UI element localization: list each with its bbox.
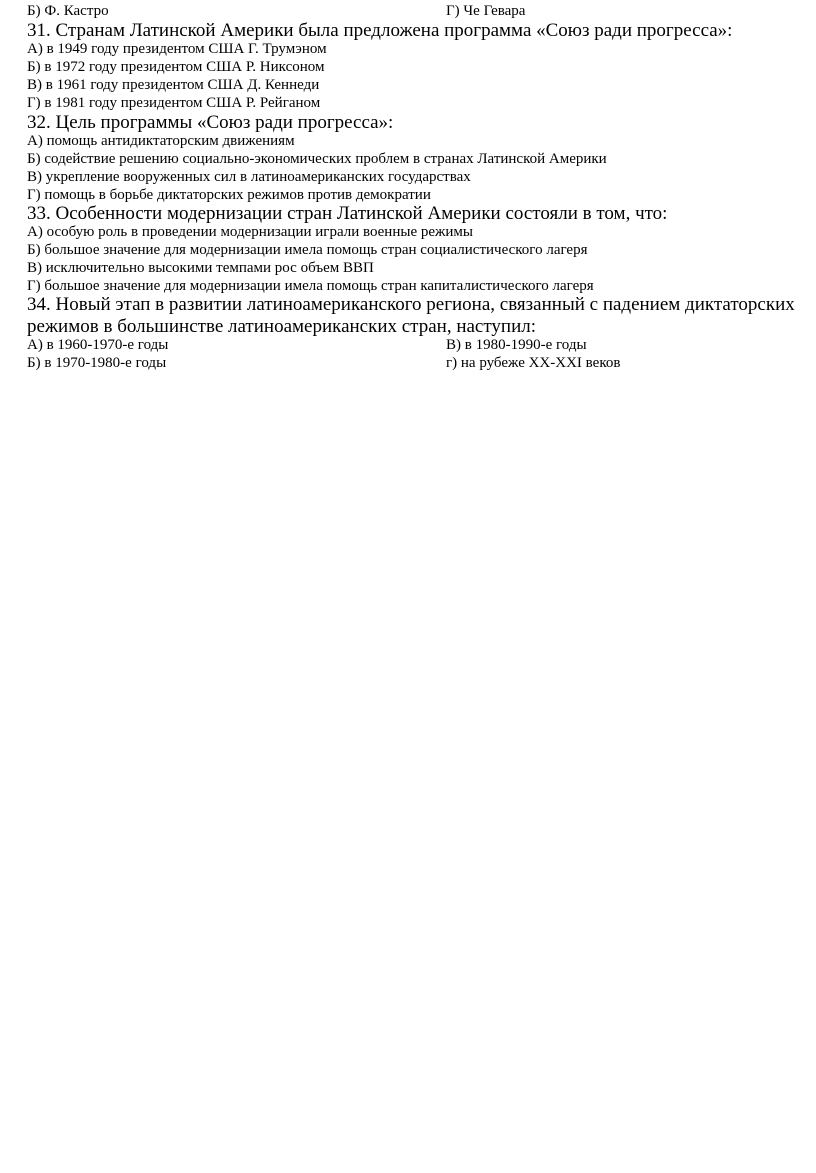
q34-option-g: г) на рубеже XX-XXI веков bbox=[446, 355, 621, 371]
question-34-line1: 34. Новый этап в развитии латиноамериканского региона, связанный с падением диктаторских bbox=[27, 294, 795, 315]
q33-option-g: Г) большое значение для модернизации имела помощь стран капиталистического лагеря bbox=[27, 278, 594, 294]
q34-option-b: Б) в 1970-1980-е годы bbox=[27, 355, 167, 371]
q31-option-a: А) в 1949 году президентом США Г. Трумэном bbox=[27, 41, 327, 57]
q31-option-v: В) в 1961 году президентом США Д. Кеннеди bbox=[27, 77, 320, 93]
q31-option-g: Г) в 1981 году президентом США Р. Рейганом bbox=[27, 95, 321, 111]
q33-option-a: А) особую роль в проведении модернизации играли военные режимы bbox=[27, 224, 473, 240]
question-33: 33. Особенности модернизации стран Латинской Америки состояли в том, что: bbox=[27, 203, 668, 224]
question-31: 31. Странам Латинской Америки была предложена программа «Союз ради прогресса»: bbox=[27, 20, 733, 41]
option-g-che-guevara: Г) Че Гевара bbox=[446, 3, 526, 19]
q32-option-g: Г) помощь в борьбе диктаторских режимов против демократии bbox=[27, 187, 431, 203]
q33-option-b: Б) большое значение для модернизации имела помощь стран социалистического лагеря bbox=[27, 242, 588, 258]
q31-option-b: Б) в 1972 году президентом США Р. Никсоном bbox=[27, 59, 325, 75]
q32-option-a: А) помощь антидиктаторским движениям bbox=[27, 133, 295, 149]
question-34-line2: режимов в большинстве латиноамериканских стран, наступил: bbox=[27, 316, 537, 337]
q32-option-v: В) укрепление вооруженных сил в латиноамериканских государствах bbox=[27, 169, 471, 185]
option-b-castro: Б) Ф. Кастро bbox=[27, 3, 109, 19]
q32-option-b: Б) содействие решению социально-экономических проблем в странах Латинской Америки bbox=[27, 151, 607, 167]
q34-option-a: А) в 1960-1970-е годы bbox=[27, 337, 169, 353]
q33-option-v: В) исключительно высокими темпами рос объем ВВП bbox=[27, 260, 374, 276]
question-32: 32. Цель программы «Союз ради прогресса»: bbox=[27, 112, 394, 133]
q34-option-v: В) в 1980-1990-е годы bbox=[446, 337, 587, 353]
